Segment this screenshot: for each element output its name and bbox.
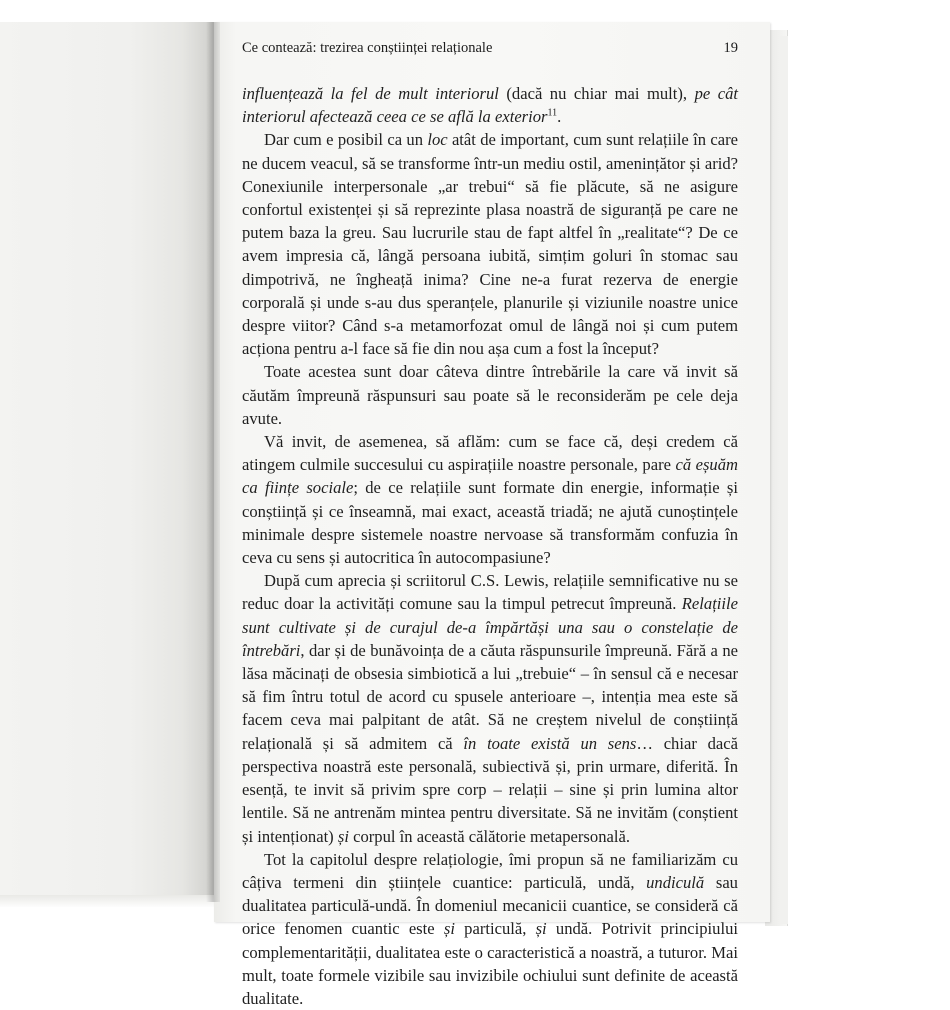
text-span: ; de ce relațiile sunt formate din energie, informație și conștiință și ce înseamnă, mai exact, această triadă; ne ajută cunoștințele minimale despre sistemele noastre nervoase să transformăm confuzia în ceva cu sens și autocritica în autocompasiune? [242,478,738,568]
text-span: , dar și de bunăvoința de a căuta răspunsurile împreună. Fără a ne lăsa măcinați de obsesia simbiotică a lui „trebuie“ – în sensul că e necesar să fim întru totul de acord cu spusele anterioare –, intenția mea este să facem ceva mai palpitant de atât. Să ne creștem nivelul de conștiință relațională și să admitem că [242,640,738,753]
text-span: După cum aprecia și scriitorul C.S. Lewis, relațiile semnificative nu se reduc doar la activități comune sau la timpul petrecut împreună. [242,571,738,614]
text-span: atât de important, cum sunt relațiile în care ne ducem veacul, să se transforme într-un mediu ostil, amenințător și arid? Conexiunile interpersonale „ar trebui“ să fie plăcute, să ne asigure confortul existenței și să reprezinte plasa noastră de siguranță pe care ne putem baza la greu. Sau lucrurile stau de fapt altfel în „realitate“? De ce avem impresia că, lângă persoana iubită, simțim goluri în stomac sau dimpotrivă, ne îngheață inima? Cine ne-a furat rezerva de energie corporală și unde s-au dus speranțele, planurile și viziunile noastre unice despre viitor? Când s-a metamorfozat omul de lângă noi și cum putem acționa pentru a-l face să fie din nou așa cum a fost la început? [242,130,739,359]
italic-span: și [443,919,455,939]
text-span: Tot la capitolul despre relațiologie, îmi propun să ne familiarizăm cu câțiva termeni din științele cuantice: particulă, undă, [242,849,738,892]
italic-span: și [535,919,547,939]
body-text [242,82,738,1010]
text-span: particulă, [454,919,536,939]
right-page [214,22,770,1008]
paragraph-4 [242,430,738,569]
text-span: Vă invit, de asemenea, să aflăm: cum se face că, deși credem că atingem culmile succesului cu aspirațiile noastre personale, pare [242,432,738,475]
italic-span: Relațiile sunt cultivate și de curajul de-a împărtăși una sau o constelație de întrebări [242,594,738,660]
italic-span: și [337,826,349,846]
text-span: … chiar dacă perspectiva noastră este personală, subiectivă și, prin urmare, diferită. În esență, te invit să privim spre corp – relații – sine și prin lumina altor lentile. Să ne antrenăm mintea pentru diversitate. Să ne invităm (conștient și intenționat) [242,733,738,846]
text-span: corpul în această călătorie metapersonală. [348,826,630,846]
paragraph-6 [242,848,738,1010]
text-span: . [557,107,562,127]
left-page-edge [0,895,214,907]
text-span: (dacă nu chiar mai mult), [498,84,695,103]
text-span: Dar cum e posibil ca un [264,130,428,150]
page-number: 19 [723,40,738,56]
text-span: undă. Potrivit principiului complementarității, dualitatea este o caracteristică a noastră, a tuturor. Mai mult, toate formele vizibile sau invizibile ochiului sunt definite de această dualitate. [242,919,738,1008]
running-head [242,40,738,57]
paragraph-5 [242,569,738,847]
page-stack-edge-inner [780,36,788,924]
italic-span: pe cât interiorul afectează ceea ce se află la exterior [242,84,738,127]
italic-span: că eșuăm ca ființe sociale [242,455,738,498]
italic-span: loc [427,130,448,150]
chapter-title: Ce contează: trezirea conștiinței relaționale [242,40,493,56]
paragraph-1 [242,82,738,128]
italic-span: în toate există un sens [463,733,637,753]
text-span: sau dualitatea particulă-undă. În domeniul mecanicii cuantice, se consideră că orice fenomen cuantic este [242,872,738,939]
left-page [0,22,214,902]
italic-span: influențează la fel de mult interiorul [242,84,499,103]
paragraph-3: Toate acestea sunt doar câteva dintre întrebările la care vă invit să căutăm împreună răspunsuri sau poate să le reconsiderăm pe cele deja avute. [242,362,738,428]
paragraph-2 [242,128,738,360]
gutter-shadow [206,22,220,902]
italic-span: undiculă [646,872,705,892]
footnote-marker[interactable]: 11 [547,107,558,119]
